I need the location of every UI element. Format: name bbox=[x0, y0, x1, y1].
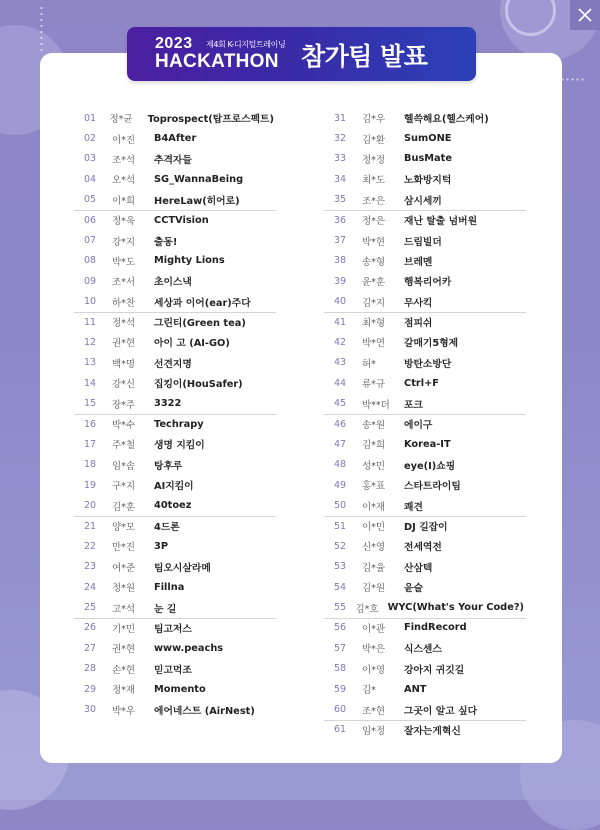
team-number: 55 bbox=[334, 602, 347, 614]
team-name: 식스센스 bbox=[404, 644, 442, 656]
team-number: 06 bbox=[84, 214, 97, 226]
team-name: 방탄소방단 bbox=[404, 358, 452, 370]
decorative-dots bbox=[560, 78, 585, 81]
team-row bbox=[324, 190, 524, 210]
team-number: 61 bbox=[334, 724, 347, 736]
team-name: 40toez bbox=[154, 500, 192, 512]
team-name: 3322 bbox=[154, 398, 182, 410]
team-column-right bbox=[324, 108, 524, 740]
team-name: 쾌견 bbox=[404, 501, 423, 513]
team-name: 잘자는게혁신 bbox=[404, 725, 461, 737]
team-name: 행복리어카 bbox=[404, 277, 452, 289]
team-name: 헬쓱해요(헬스케어) bbox=[404, 114, 489, 126]
team-name: 그곳이 알고 싶다 bbox=[404, 705, 478, 717]
team-leader-name: 양*모 bbox=[112, 522, 136, 533]
team-name: 팀오시살라메 bbox=[154, 562, 211, 574]
team-row bbox=[324, 373, 524, 393]
team-leader-name: 주*철 bbox=[112, 440, 136, 452]
team-name: Toprospect(탑프로스펙트) bbox=[147, 114, 274, 126]
team-name: Ctrl+F bbox=[404, 377, 439, 389]
team-name: Momento bbox=[154, 683, 206, 695]
team-number: 36 bbox=[334, 214, 347, 226]
team-row bbox=[324, 414, 524, 434]
team-leader-name: 김*훈 bbox=[112, 501, 136, 513]
team-leader-name: 허* bbox=[362, 358, 376, 370]
team-row bbox=[74, 149, 274, 169]
team-leader-name: 강*신 bbox=[112, 379, 136, 391]
team-leader-name: 정*재 bbox=[112, 685, 136, 697]
team-number: 51 bbox=[334, 520, 347, 532]
team-leader-name: 백*명 bbox=[112, 358, 136, 370]
team-number: 21 bbox=[84, 520, 97, 532]
team-number: 09 bbox=[84, 275, 97, 287]
team-leader-name: 신*영 bbox=[362, 542, 386, 554]
team-row bbox=[74, 230, 274, 250]
team-leader-name: 김*호 bbox=[355, 603, 379, 615]
team-leader-name: 여*준 bbox=[112, 562, 136, 574]
team-leader-name: 류*규 bbox=[362, 379, 386, 391]
team-leader-name: 임*정 bbox=[362, 725, 386, 737]
banner-subtitle: 제4회 K-디지털트레이닝 bbox=[206, 40, 286, 49]
team-number: 49 bbox=[334, 479, 347, 491]
team-row bbox=[324, 536, 524, 556]
team-row bbox=[74, 699, 274, 719]
close-button[interactable] bbox=[570, 0, 600, 30]
team-number: 26 bbox=[84, 622, 97, 634]
team-name: Mighty Lions bbox=[154, 255, 225, 267]
team-row bbox=[324, 210, 524, 230]
team-leader-name: 권*현 bbox=[112, 338, 136, 350]
team-number: 29 bbox=[84, 683, 97, 695]
team-leader-name: 조*석 bbox=[112, 154, 136, 166]
team-number: 15 bbox=[84, 398, 97, 410]
team-row bbox=[324, 353, 524, 373]
team-row bbox=[324, 312, 524, 332]
team-name: 강아지 귀깃길 bbox=[404, 664, 465, 676]
team-row bbox=[324, 577, 524, 597]
team-leader-name: 정*석 bbox=[112, 318, 136, 330]
team-row bbox=[74, 597, 274, 617]
team-row bbox=[324, 455, 524, 475]
team-number: 43 bbox=[334, 357, 347, 369]
team-leader-name: 김*지 bbox=[362, 297, 386, 309]
team-row bbox=[74, 618, 274, 638]
team-number: 41 bbox=[334, 316, 347, 328]
team-row bbox=[324, 720, 524, 740]
team-leader-name: 이*희 bbox=[112, 195, 136, 207]
team-name: 눈 길 bbox=[154, 603, 177, 615]
team-name: Techrapy bbox=[154, 418, 204, 430]
team-name: FindRecord bbox=[404, 622, 467, 634]
team-row bbox=[324, 475, 524, 495]
team-name: 집킹이(HouSafer) bbox=[154, 379, 243, 391]
team-name: HereLaw(히어로) bbox=[154, 195, 240, 207]
team-leader-name: 조*현 bbox=[362, 705, 386, 717]
team-leader-name: 김*환 bbox=[362, 134, 386, 146]
team-leader-name: 윤*훈 bbox=[362, 277, 386, 289]
team-leader-name: 홍*표 bbox=[362, 481, 386, 493]
team-number: 12 bbox=[84, 336, 97, 348]
team-row bbox=[324, 292, 524, 312]
team-row bbox=[324, 495, 524, 515]
team-row bbox=[324, 516, 524, 536]
team-row bbox=[74, 475, 274, 495]
team-leader-name: 기*민 bbox=[112, 623, 136, 635]
team-row bbox=[74, 536, 274, 556]
team-row bbox=[324, 332, 524, 352]
team-row bbox=[74, 393, 274, 413]
team-row bbox=[74, 373, 274, 393]
team-name: 삼시세끼 bbox=[404, 195, 442, 207]
team-leader-name: 박*현 bbox=[362, 236, 386, 248]
team-number: 22 bbox=[84, 540, 97, 552]
banner-title: 참가팀 발표 bbox=[301, 42, 428, 71]
team-leader-name: 강*지 bbox=[112, 236, 136, 248]
team-leader-name: 이*진 bbox=[112, 134, 136, 146]
team-name: 전세역전 bbox=[404, 542, 442, 554]
team-leader-name: 고*석 bbox=[112, 603, 136, 615]
team-name: 출동! bbox=[154, 236, 178, 248]
team-leader-name: 정*정 bbox=[362, 154, 386, 166]
team-row bbox=[324, 271, 524, 291]
team-leader-name: 성*민 bbox=[362, 460, 386, 472]
team-leader-name: 최*형 bbox=[362, 318, 386, 330]
team-leader-name: 박**더 bbox=[362, 399, 390, 411]
team-number: 54 bbox=[334, 581, 347, 593]
team-number: 48 bbox=[334, 459, 347, 471]
team-leader-name: 장*주 bbox=[112, 399, 136, 411]
team-row bbox=[74, 251, 274, 271]
team-number: 42 bbox=[334, 336, 347, 348]
team-number: 53 bbox=[334, 561, 347, 573]
team-name: 재난 탈출 넘버원 bbox=[404, 216, 478, 228]
team-row bbox=[74, 332, 274, 352]
team-row bbox=[74, 271, 274, 291]
team-row bbox=[324, 251, 524, 271]
team-name: B4After bbox=[154, 133, 197, 145]
team-row bbox=[74, 190, 274, 210]
team-leader-name: 조*서 bbox=[112, 277, 136, 289]
team-number: 17 bbox=[84, 438, 97, 450]
team-number: 50 bbox=[334, 500, 347, 512]
team-name: DJ 길잡이 bbox=[404, 522, 448, 533]
team-leader-name: 이*관 bbox=[362, 623, 386, 635]
team-name: 그린티(Green tea) bbox=[154, 318, 246, 330]
team-name: SumONE bbox=[404, 133, 452, 145]
team-number: 44 bbox=[334, 377, 347, 389]
team-name: 초이스낵 bbox=[154, 277, 192, 289]
team-number: 27 bbox=[84, 642, 97, 654]
team-row bbox=[324, 169, 524, 189]
team-row bbox=[324, 230, 524, 250]
team-leader-name: 이*민 bbox=[362, 522, 386, 533]
team-number: 14 bbox=[84, 377, 97, 389]
team-name: 팀고저스 bbox=[154, 623, 192, 635]
team-row bbox=[74, 638, 274, 658]
team-name: 스타트라이팀 bbox=[404, 481, 461, 493]
team-name: eye(I)쇼핑 bbox=[404, 460, 456, 472]
team-leader-name: 하*찬 bbox=[112, 297, 136, 309]
team-number: 10 bbox=[84, 296, 97, 308]
team-name: 무사킥 bbox=[404, 297, 433, 309]
team-row bbox=[324, 128, 524, 148]
team-number: 23 bbox=[84, 561, 97, 573]
team-number: 59 bbox=[334, 683, 347, 695]
close-icon bbox=[577, 7, 593, 23]
team-name: Korea-IT bbox=[404, 438, 451, 450]
team-name: 에이구 bbox=[404, 420, 433, 432]
team-row bbox=[324, 699, 524, 719]
team-leader-name: 조*은 bbox=[362, 195, 386, 207]
team-row bbox=[74, 292, 274, 312]
team-number: 52 bbox=[334, 540, 347, 552]
team-leader-name: 박*은 bbox=[362, 644, 386, 656]
team-number: 58 bbox=[334, 663, 347, 675]
team-name: 추격자들 bbox=[154, 154, 192, 166]
team-row bbox=[324, 597, 524, 617]
team-row bbox=[324, 393, 524, 413]
team-name: ANT bbox=[404, 683, 427, 695]
team-name: Fillna bbox=[154, 581, 185, 593]
team-name: 갈매기5형제 bbox=[404, 338, 459, 350]
team-number: 28 bbox=[84, 663, 97, 675]
team-leader-name: 송*원 bbox=[362, 420, 386, 432]
team-row bbox=[74, 169, 274, 189]
team-number: 20 bbox=[84, 500, 97, 512]
team-leader-name: 이*영 bbox=[362, 664, 386, 676]
team-number: 07 bbox=[84, 235, 97, 247]
team-leader-name: 정*균 bbox=[109, 114, 133, 126]
team-row bbox=[74, 577, 274, 597]
team-row bbox=[324, 149, 524, 169]
team-leader-name: 정*원 bbox=[112, 583, 136, 595]
team-name: 아이 고 (AI-GO) bbox=[154, 338, 230, 350]
team-leader-name: 최*도 bbox=[362, 175, 386, 187]
team-number: 31 bbox=[334, 112, 347, 124]
team-number: 34 bbox=[334, 173, 347, 185]
team-row bbox=[74, 679, 274, 699]
team-number: 13 bbox=[84, 357, 97, 369]
team-number: 35 bbox=[334, 194, 347, 206]
team-name: 브레멘 bbox=[404, 256, 433, 268]
team-leader-name: 이*재 bbox=[362, 501, 386, 513]
team-name: 믿고먹조 bbox=[154, 664, 192, 676]
team-row bbox=[74, 353, 274, 373]
team-row bbox=[74, 210, 274, 230]
team-leader-name: 박*우 bbox=[112, 705, 136, 717]
team-leader-name: 박*연 bbox=[362, 338, 386, 350]
team-number: 39 bbox=[334, 275, 347, 287]
team-row bbox=[74, 455, 274, 475]
team-leader-name: 손*현 bbox=[112, 664, 136, 676]
team-name: BusMate bbox=[404, 153, 452, 165]
team-number: 30 bbox=[84, 704, 97, 716]
team-row bbox=[74, 659, 274, 679]
team-column-left bbox=[74, 108, 274, 720]
team-row bbox=[74, 108, 274, 128]
team-number: 05 bbox=[84, 194, 97, 206]
team-number: 01 bbox=[84, 112, 97, 124]
team-row bbox=[74, 557, 274, 577]
team-name: 탕후루 bbox=[154, 460, 183, 472]
team-number: 16 bbox=[84, 418, 97, 430]
team-leader-name: 김*희 bbox=[362, 440, 386, 452]
team-leader-name: 김*율 bbox=[362, 562, 386, 574]
banner-year: 2023 bbox=[155, 35, 193, 52]
team-name: WYC(What's Your Code?) bbox=[387, 602, 524, 614]
team-name: AI지킴이 bbox=[154, 481, 194, 493]
team-number: 60 bbox=[334, 704, 347, 716]
team-name: 생명 지킴이 bbox=[154, 440, 205, 452]
team-name: 노화방지턱 bbox=[404, 175, 452, 187]
team-name: 3P bbox=[154, 540, 168, 552]
team-leader-name: 정*은 bbox=[362, 216, 386, 228]
banner-hackathon: HACKATHON bbox=[155, 51, 279, 72]
team-row bbox=[74, 312, 274, 332]
team-number: 47 bbox=[334, 438, 347, 450]
team-leader-name: 구*지 bbox=[112, 481, 136, 493]
team-number: 56 bbox=[334, 622, 347, 634]
team-leader-name: 김*우 bbox=[362, 114, 386, 126]
team-number: 45 bbox=[334, 398, 347, 410]
team-row bbox=[324, 108, 524, 128]
team-row bbox=[324, 659, 524, 679]
team-number: 25 bbox=[84, 602, 97, 614]
team-row bbox=[74, 516, 274, 536]
team-name: 에어네스트 (AirNest) bbox=[154, 705, 255, 717]
team-row bbox=[324, 638, 524, 658]
team-leader-name: 김* bbox=[362, 685, 376, 697]
team-name: 점피쉬 bbox=[404, 318, 433, 330]
team-number: 03 bbox=[84, 153, 97, 165]
team-number: 02 bbox=[84, 133, 97, 145]
team-number: 11 bbox=[84, 316, 97, 328]
team-number: 04 bbox=[84, 173, 97, 185]
team-leader-name: 만*진 bbox=[112, 542, 136, 554]
team-number: 37 bbox=[334, 235, 347, 247]
team-number: 57 bbox=[334, 642, 347, 654]
team-number: 46 bbox=[334, 418, 347, 430]
team-leader-name: 박*수 bbox=[112, 420, 136, 432]
team-leader-name: 박*도 bbox=[112, 256, 136, 268]
team-name: www.peachs bbox=[154, 642, 224, 654]
team-row bbox=[74, 128, 274, 148]
team-row bbox=[324, 557, 524, 577]
team-number: 24 bbox=[84, 581, 97, 593]
team-number: 32 bbox=[334, 133, 347, 145]
hackathon-banner bbox=[127, 27, 476, 81]
team-number: 18 bbox=[84, 459, 97, 471]
team-number: 33 bbox=[334, 153, 347, 165]
team-leader-name: 김*원 bbox=[362, 583, 386, 595]
team-leader-name: 송*형 bbox=[362, 256, 386, 268]
team-leader-name: 권*현 bbox=[112, 644, 136, 656]
decorative-dots bbox=[40, 5, 43, 55]
team-name: 4드론 bbox=[154, 522, 180, 533]
team-leader-name: 오*석 bbox=[112, 175, 136, 187]
team-row bbox=[74, 434, 274, 454]
team-number: 38 bbox=[334, 255, 347, 267]
team-name: 선견지명 bbox=[154, 358, 192, 370]
team-name: SG_WannaBeing bbox=[154, 173, 244, 185]
team-name: CCTVision bbox=[154, 214, 209, 226]
team-row bbox=[324, 618, 524, 638]
team-name: 윤슬 bbox=[404, 583, 423, 595]
team-row bbox=[324, 679, 524, 699]
team-row bbox=[74, 414, 274, 434]
team-row bbox=[324, 434, 524, 454]
team-number: 40 bbox=[334, 296, 347, 308]
team-name: 세상과 이어(ear)주다 bbox=[154, 297, 251, 309]
team-leader-name: 정*욱 bbox=[112, 216, 136, 228]
team-leader-name: 임*솜 bbox=[112, 460, 136, 472]
team-name: 산삼텍 bbox=[404, 562, 433, 574]
team-number: 19 bbox=[84, 479, 97, 491]
team-row bbox=[74, 495, 274, 515]
team-name: 포크 bbox=[404, 399, 423, 411]
team-name: 드림빌더 bbox=[404, 236, 442, 248]
team-number: 08 bbox=[84, 255, 97, 267]
